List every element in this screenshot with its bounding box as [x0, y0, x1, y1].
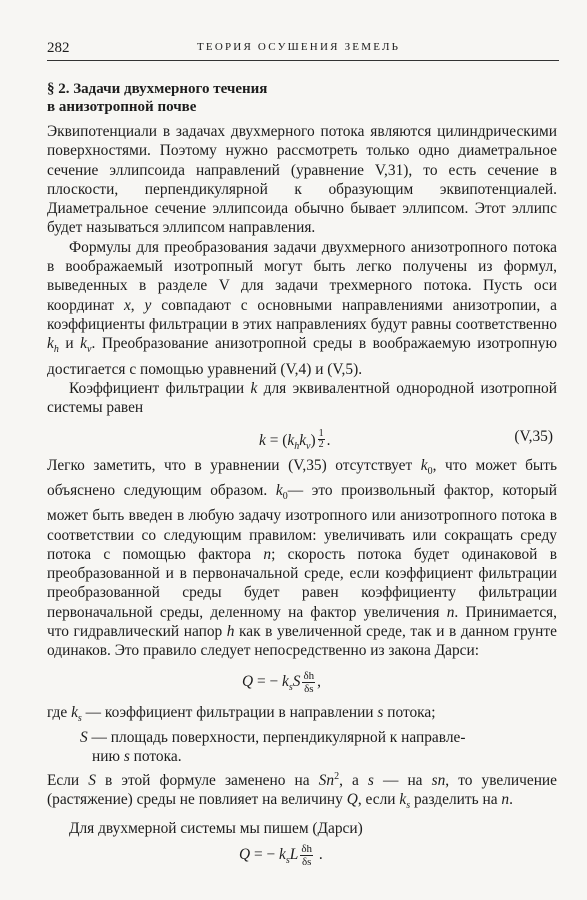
p5-text-d: — на	[373, 771, 432, 789]
p5-text-b: в этой формуле заменено на	[95, 771, 319, 789]
eq2-den: δs	[304, 682, 314, 695]
p2-k-v: k	[80, 335, 87, 353]
eq1-exp-num: 1	[318, 427, 324, 439]
where-text-4: нию	[92, 748, 124, 766]
eq3-den: δs	[301, 855, 312, 868]
p4-k0-2: k	[275, 481, 283, 499]
p5-Q: Q	[346, 791, 358, 809]
where-line-3	[47, 747, 557, 766]
p4-n: n	[263, 545, 272, 563]
section-heading-line2: в анизотропной почве	[47, 99, 197, 115]
eq2-s: s	[288, 681, 293, 693]
eq3-num: δh	[301, 842, 313, 855]
p2-text-a: Формулы для преобразования задачи двухмерного анизотропного потока в воображаемый изотропный могут быть легко получены из формул, выведенных в разделе V для задачи трехмерного потока. Пусть оси координат	[47, 238, 557, 314]
p4-k0: k	[420, 456, 428, 474]
p2-text-b: совпадают с основными направлениями анизотропии, а коэффициенты фильтрации в этих направлениях будут равны соответственно	[47, 296, 557, 333]
eq2-eq: = −	[253, 672, 283, 690]
p2-and: и	[58, 335, 81, 353]
where-word: где	[47, 703, 72, 721]
p5-k: k	[399, 791, 407, 809]
p4-h: h	[226, 623, 235, 641]
p4-text-f: как в увеличенной среде, так и в данном грунте одинаков. Это правило следует непосредственно из закона Дарси:	[47, 623, 557, 660]
p4-k0-sub-2: 0	[282, 490, 288, 502]
p2-v-sub: v	[87, 344, 92, 356]
p2-h-sub: h	[53, 344, 59, 356]
page-number: 282	[47, 40, 70, 56]
eq1-kv: k	[299, 431, 307, 449]
body-text	[47, 122, 557, 879]
eq1-eq: = (	[265, 431, 288, 449]
where-k: k	[71, 703, 78, 721]
paragraph-6: Для двухмерной системы мы пишем (Дарси)	[69, 820, 363, 838]
p5-end: .	[509, 791, 513, 809]
p4-text-c: — это произвольный фактор, который может быть введен в любую задачу изотропного или анизотропного потока в соответствии со следующим правилом: увеличивать или сокращать среду потока с помощью фактора	[47, 481, 558, 563]
p2-comma: ,	[130, 296, 145, 314]
where-text-3: — площадь поверхности, перпендикулярной к направле-	[87, 729, 466, 747]
p3-k: k	[250, 379, 258, 397]
p2-text-c: . Преобразование анизотропной среды в воображаемую изотропную достигается с помощью уравнений (V,4) и (V,5).	[47, 335, 557, 378]
p4-text-d: ; скорость потока будет одинаковой в преобразованной и в первоначальной среде, если коэффициент фильтрации преобразованной среды будет равен коэффициенту фильтрации первоначальной среды, деленному на фактор увеличения	[47, 545, 557, 621]
eq3-eq: = −	[250, 845, 280, 863]
equation-darcy	[47, 661, 557, 703]
p4-text-b: , что может быть объяснено следующим образом.	[47, 456, 558, 499]
eq3-L: L	[289, 845, 299, 863]
eq1-h: h	[294, 440, 300, 452]
p5-Sn: Sn	[318, 771, 335, 789]
eq2-S: S	[292, 672, 301, 690]
eq2-fraction	[302, 670, 315, 695]
where-line-2	[47, 728, 557, 747]
where-text-2: потока;	[383, 703, 436, 721]
p5-sup: 2	[334, 770, 340, 782]
equation-darcy-formula	[242, 670, 321, 697]
eq1-k: k	[259, 431, 266, 449]
eq1-end: .	[326, 431, 331, 449]
p3-text-b: для эквивалентной однородной изотропной системы равен	[47, 379, 557, 417]
p5-text-a: Если	[47, 771, 89, 789]
paragraph-2	[47, 238, 557, 379]
eq2-Q: Q	[242, 672, 254, 690]
eq3-fraction	[300, 843, 313, 868]
p4-n-2: n	[446, 603, 455, 621]
p5-text-e: , то увеличение (растяжение) среды не повлияет на величину	[47, 771, 557, 809]
p2-x: x	[123, 296, 131, 314]
paragraph-1: Эквипотенциали в задачах двухмерного потока являются цилиндрическими поверхностями. Поэтому нужно рассмотреть только одно диаметральное сечение эллипсоида направлений (уравнение V,31), то есть сечение в плоскости, перпендикулярной к образующим эквипотенциалей. Диаметральное сечение эллипсоида обычно бывает эллипсом. Этот эллипс будет называться эллипсом направления.	[47, 123, 557, 237]
equation-2d	[47, 839, 557, 879]
p4-text-a: Легко заметить, что в уравнении (V,35) отсутствует	[47, 456, 421, 474]
page-header	[47, 40, 557, 58]
header-rule	[47, 60, 559, 61]
where-k-sub: s	[77, 712, 82, 724]
eq2-num: δh	[303, 669, 315, 682]
eq1-exponent	[318, 429, 325, 450]
paragraph-4	[47, 456, 557, 661]
eq1-close: )	[310, 431, 316, 449]
p5-s: s	[367, 771, 374, 789]
p5-sn: sn	[431, 771, 446, 789]
p5-k-sub: s	[406, 800, 411, 812]
where-clause	[47, 703, 557, 767]
where-S: S	[80, 729, 88, 747]
p3-text-a: Коэффициент фильтрации	[69, 379, 251, 397]
p5-n: n	[501, 791, 510, 809]
p4-k0-sub: 0	[427, 465, 433, 477]
eq1-exp-den: 2	[318, 438, 324, 450]
eq1-v: v	[306, 440, 311, 452]
paragraph-3	[47, 379, 557, 418]
where-text-5: потока.	[129, 748, 182, 766]
p5-S: S	[88, 771, 96, 789]
where-line-1	[47, 703, 557, 728]
eq3-k: k	[279, 845, 286, 863]
section-heading	[47, 80, 267, 116]
where-text-1: — коэффициент фильтрации в направлении	[81, 703, 378, 721]
equation-2d-formula	[239, 843, 323, 870]
p5-text-c: , а	[339, 771, 368, 789]
eq1-kh: k	[287, 431, 295, 449]
p2-k-h: k	[47, 335, 54, 353]
paragraph-5	[47, 767, 557, 816]
equation-v35	[47, 418, 557, 456]
eq3-Q: Q	[239, 845, 251, 863]
eq2-k: k	[282, 672, 289, 690]
p4-text-e: . Принимается, что гидравлический напор	[47, 603, 557, 641]
where-s-2: s	[123, 748, 130, 766]
p2-y: y	[144, 296, 152, 314]
eq3-end: .	[315, 845, 323, 863]
p5-text-f: , если	[357, 791, 400, 809]
section-heading-line1: § 2. Задачи двухмерного течения	[47, 81, 268, 97]
equation-v35-formula	[259, 427, 331, 457]
p5-text-g: разделить на	[410, 791, 502, 809]
running-title: ТЕОРИЯ ОСУШЕНИЯ ЗЕМЕЛЬ	[197, 41, 401, 53]
eq2-end: ,	[317, 672, 322, 690]
where-s: s	[377, 703, 384, 721]
eq3-s: s	[285, 854, 290, 866]
equation-number: (V,35)	[514, 427, 553, 445]
